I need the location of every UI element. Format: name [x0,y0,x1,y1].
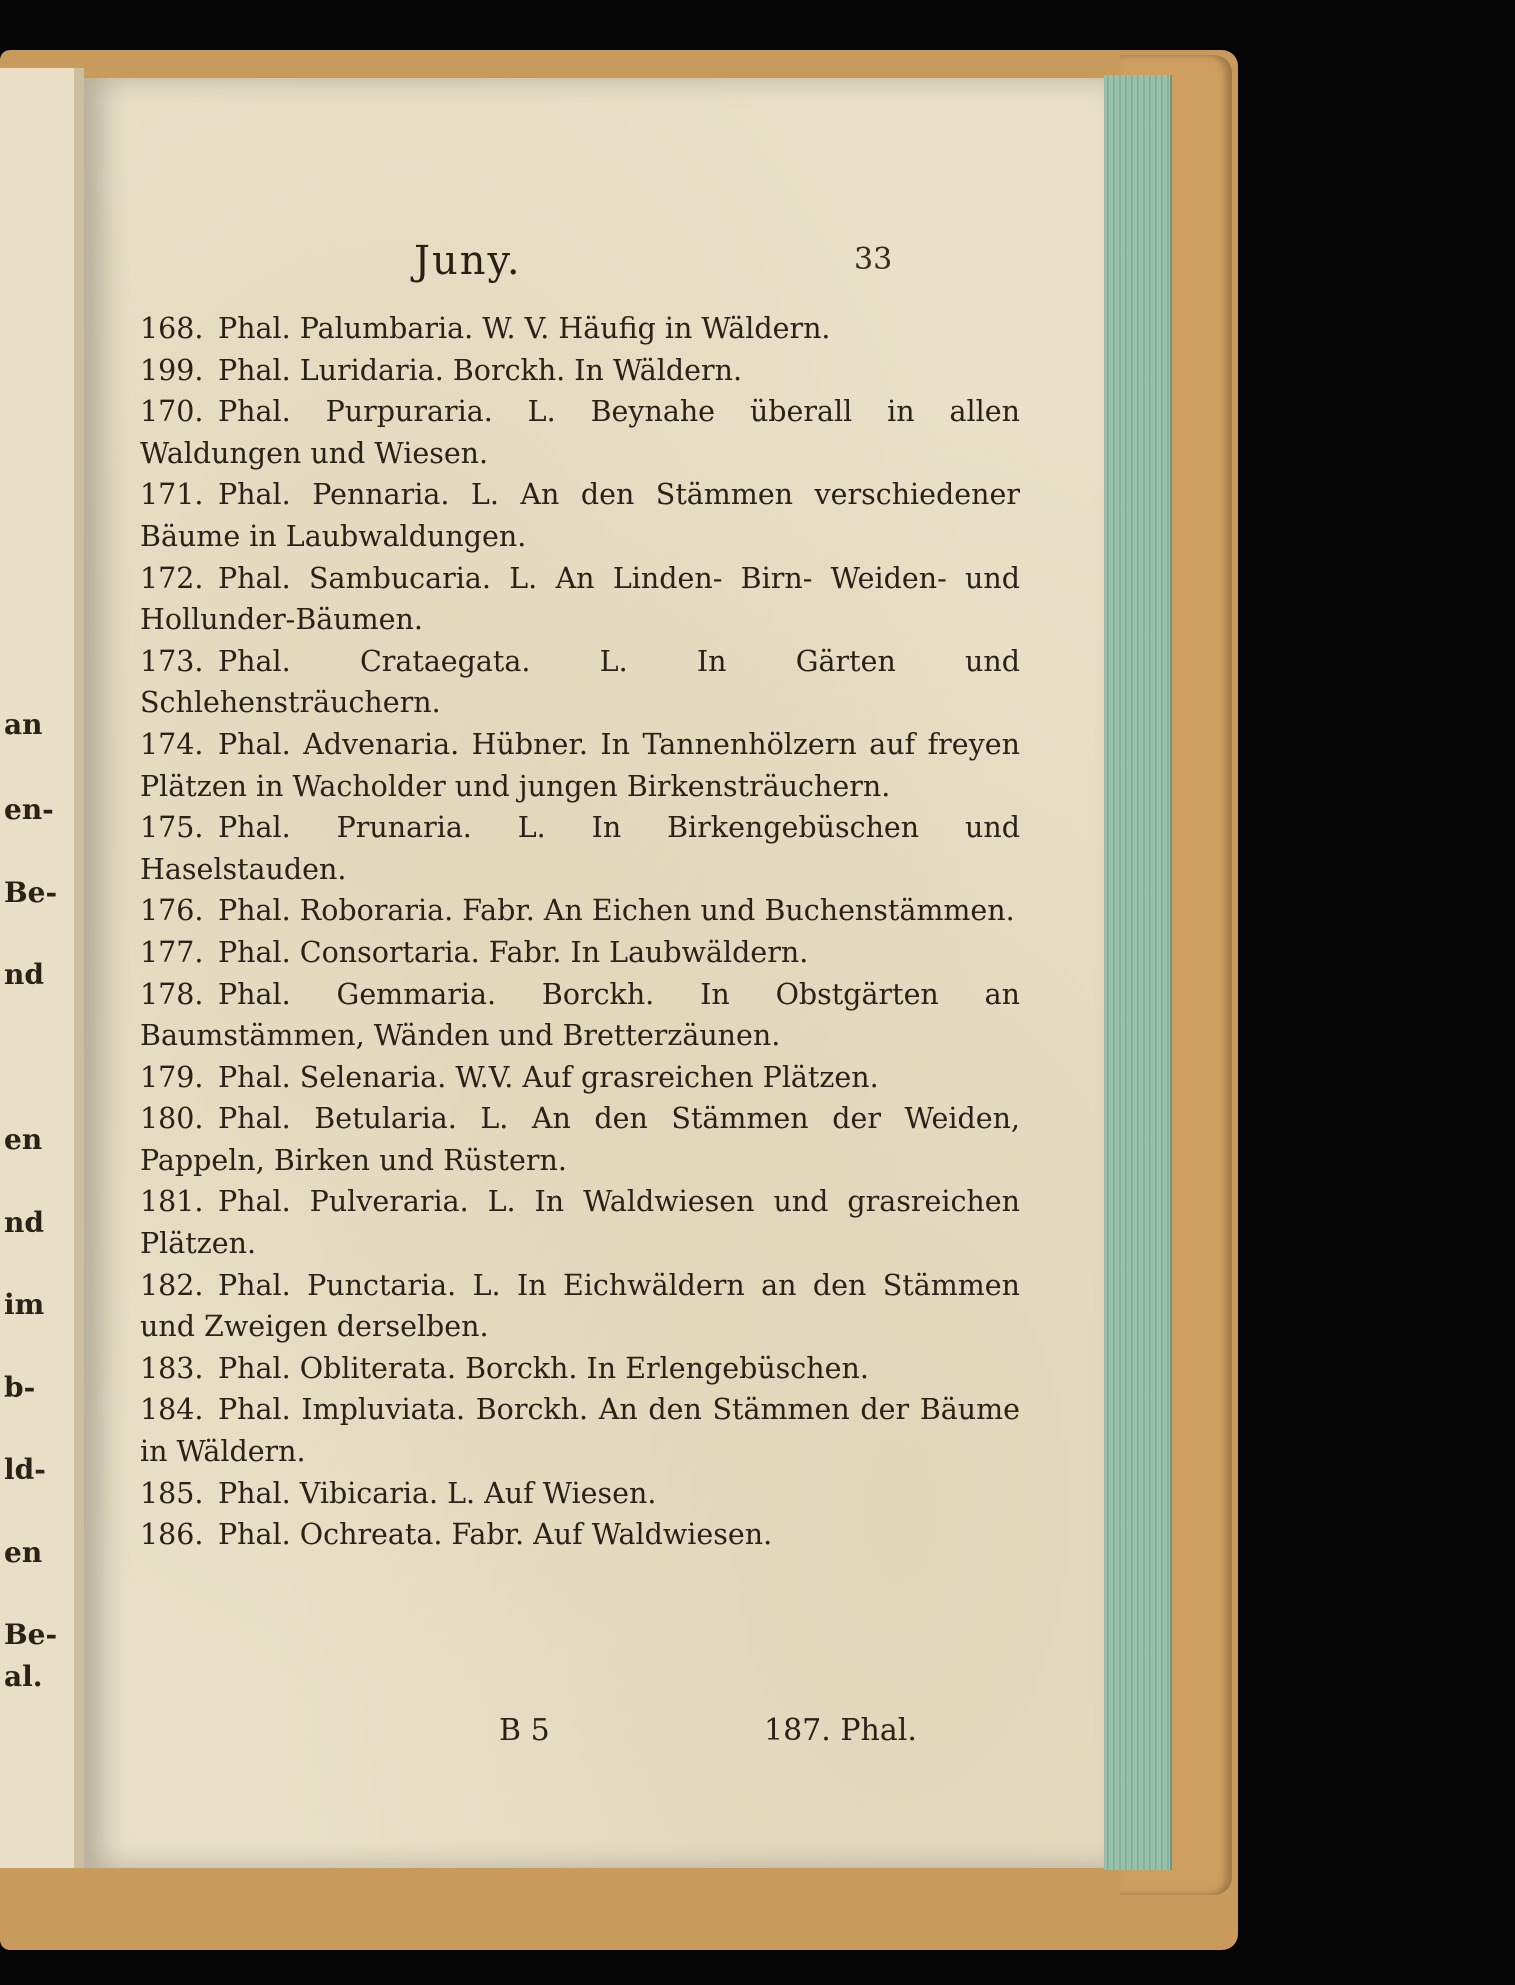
entry-text: Phal. Roboraria. Fabr. An Eichen und Buchenstämmen. [218,894,1015,928]
entry-text: Phal. Consortaria. Fabr. In Laubwäldern. [218,935,809,969]
entry-text: Phal. Vibicaria. L. Auf Wiesen. [218,1476,657,1510]
entry-text: Phal. Betularia. L. An den Stämmen der Weiden, Pappeln, Birken und Rüstern. [140,1102,1020,1177]
book-page [84,78,1104,1868]
list-item [140,1057,1020,1099]
prev-page-fragment: Be- [4,1618,58,1651]
entry-number: 199. [140,353,204,387]
entry-text: Phal. Luridaria. Borckh. In Wäldern. [218,353,743,387]
list-item [140,1181,1020,1264]
entry-number: 181. [140,1185,204,1219]
signature-mark: B 5 [499,1713,550,1748]
list-item [140,1389,1020,1472]
list-item [140,350,1020,392]
list-item [140,1473,1020,1515]
prev-page-fragment: an [4,708,43,741]
list-item [140,807,1020,890]
entry-text: Phal. Crataegata. L. In Gärten und Schlehensträuchern. [140,644,1020,720]
entry-number: 182. [140,1268,204,1302]
page-edges [1104,75,1172,1870]
entry-number: 179. [140,1060,204,1094]
prev-page-fragment: en [4,1536,43,1569]
entry-text: Phal. Advenaria. Hübner. In Tannenhölzern auf freyen Plätzen in Wacholder und jungen Birkensträuchern. [140,727,1020,803]
prev-page-fragment: nd [4,1206,44,1239]
entry-number: 180. [140,1102,204,1136]
entry-number: 168. [140,312,204,345]
entry-number: 172. [140,561,204,595]
entry-text: Phal. Punctaria. L. In Eichwäldern an den Stämmen und Zweigen derselben. [140,1268,1020,1344]
list-item [140,1265,1020,1348]
prev-page-fragment: al. [4,1660,43,1693]
prev-page-fragment: nd [4,958,44,991]
entry-text: Phal. Pennaria. L. An den Stämmen verschiedener Bäume in Laubwaldungen. [140,478,1020,553]
running-head: Juny. [414,238,522,284]
list-item [140,1348,1020,1390]
entry-number: 178. [140,977,204,1011]
entry-text: Phal. Sambucaria. L. An Linden- Birn- Weiden- und Hollunder-Bäumen. [140,561,1020,637]
entry-text: Phal. Impluviata. Borckh. An den Stämmen der Bäume in Wäldern. [140,1393,1020,1469]
entry-number: 184. [140,1393,204,1427]
entry-number: 171. [140,478,204,512]
prev-page-fragment: en- [4,793,54,826]
page-number: 33 [854,242,893,277]
entry-text: Phal. Prunaria. L. In Birkengebüschen und Haselstauden. [140,811,1020,886]
entry-number: 186. [140,1518,204,1552]
entry-number: 176. [140,894,204,928]
entry-text: Phal. Purpuraria. L. Beynahe überall in allen Waldungen und Wiesen. [140,395,1020,470]
entry-text: Phal. Pulveraria. L. In Waldwiesen und grasreichen Plätzen. [140,1185,1020,1261]
page-footer [84,1713,1104,1763]
entry-number: 185. [140,1476,204,1510]
entry-number: 175. [140,811,204,845]
list-item [140,974,1020,1057]
entry-text: Phal. Ochreata. Fabr. Auf Waldwiesen. [218,1518,773,1552]
prev-page-fragment: en [4,1123,43,1156]
entry-text: Phal. Selenaria. W.V. Auf grasreichen Plätzen. [218,1060,879,1094]
prev-page-fragment: b- [4,1371,36,1404]
list-item [140,932,1020,974]
previous-page-edge [0,68,84,1868]
page-header [84,238,1104,298]
list-item [140,558,1020,641]
prev-page-fragment: ld- [4,1453,46,1486]
species-list [140,308,1020,1556]
list-item [140,391,1020,474]
list-item [140,1098,1020,1181]
list-item [140,308,1020,350]
entry-number: 183. [140,1351,204,1385]
entry-number: 177. [140,935,204,969]
entry-text: Phal. Gemmaria. Borckh. In Obstgärten an Baumstämmen, Wänden und Bretterzäunen. [140,977,1020,1053]
list-item [140,641,1020,724]
list-item [140,474,1020,557]
list-item [140,1514,1020,1556]
list-item [140,890,1020,932]
entry-number: 174. [140,727,204,761]
entry-text: Phal. Obliterata. Borckh. In Erlengebüschen. [218,1351,869,1385]
list-item [140,724,1020,807]
entry-text: Phal. Palumbaria. W. V. Häufig in Wäldern. [218,312,831,345]
catchword: 187. Phal. [764,1713,917,1748]
entry-number: 173. [140,644,204,678]
prev-page-fragment: im [4,1288,45,1321]
prev-page-fragment: Be- [4,876,58,909]
entry-number: 170. [140,395,204,429]
